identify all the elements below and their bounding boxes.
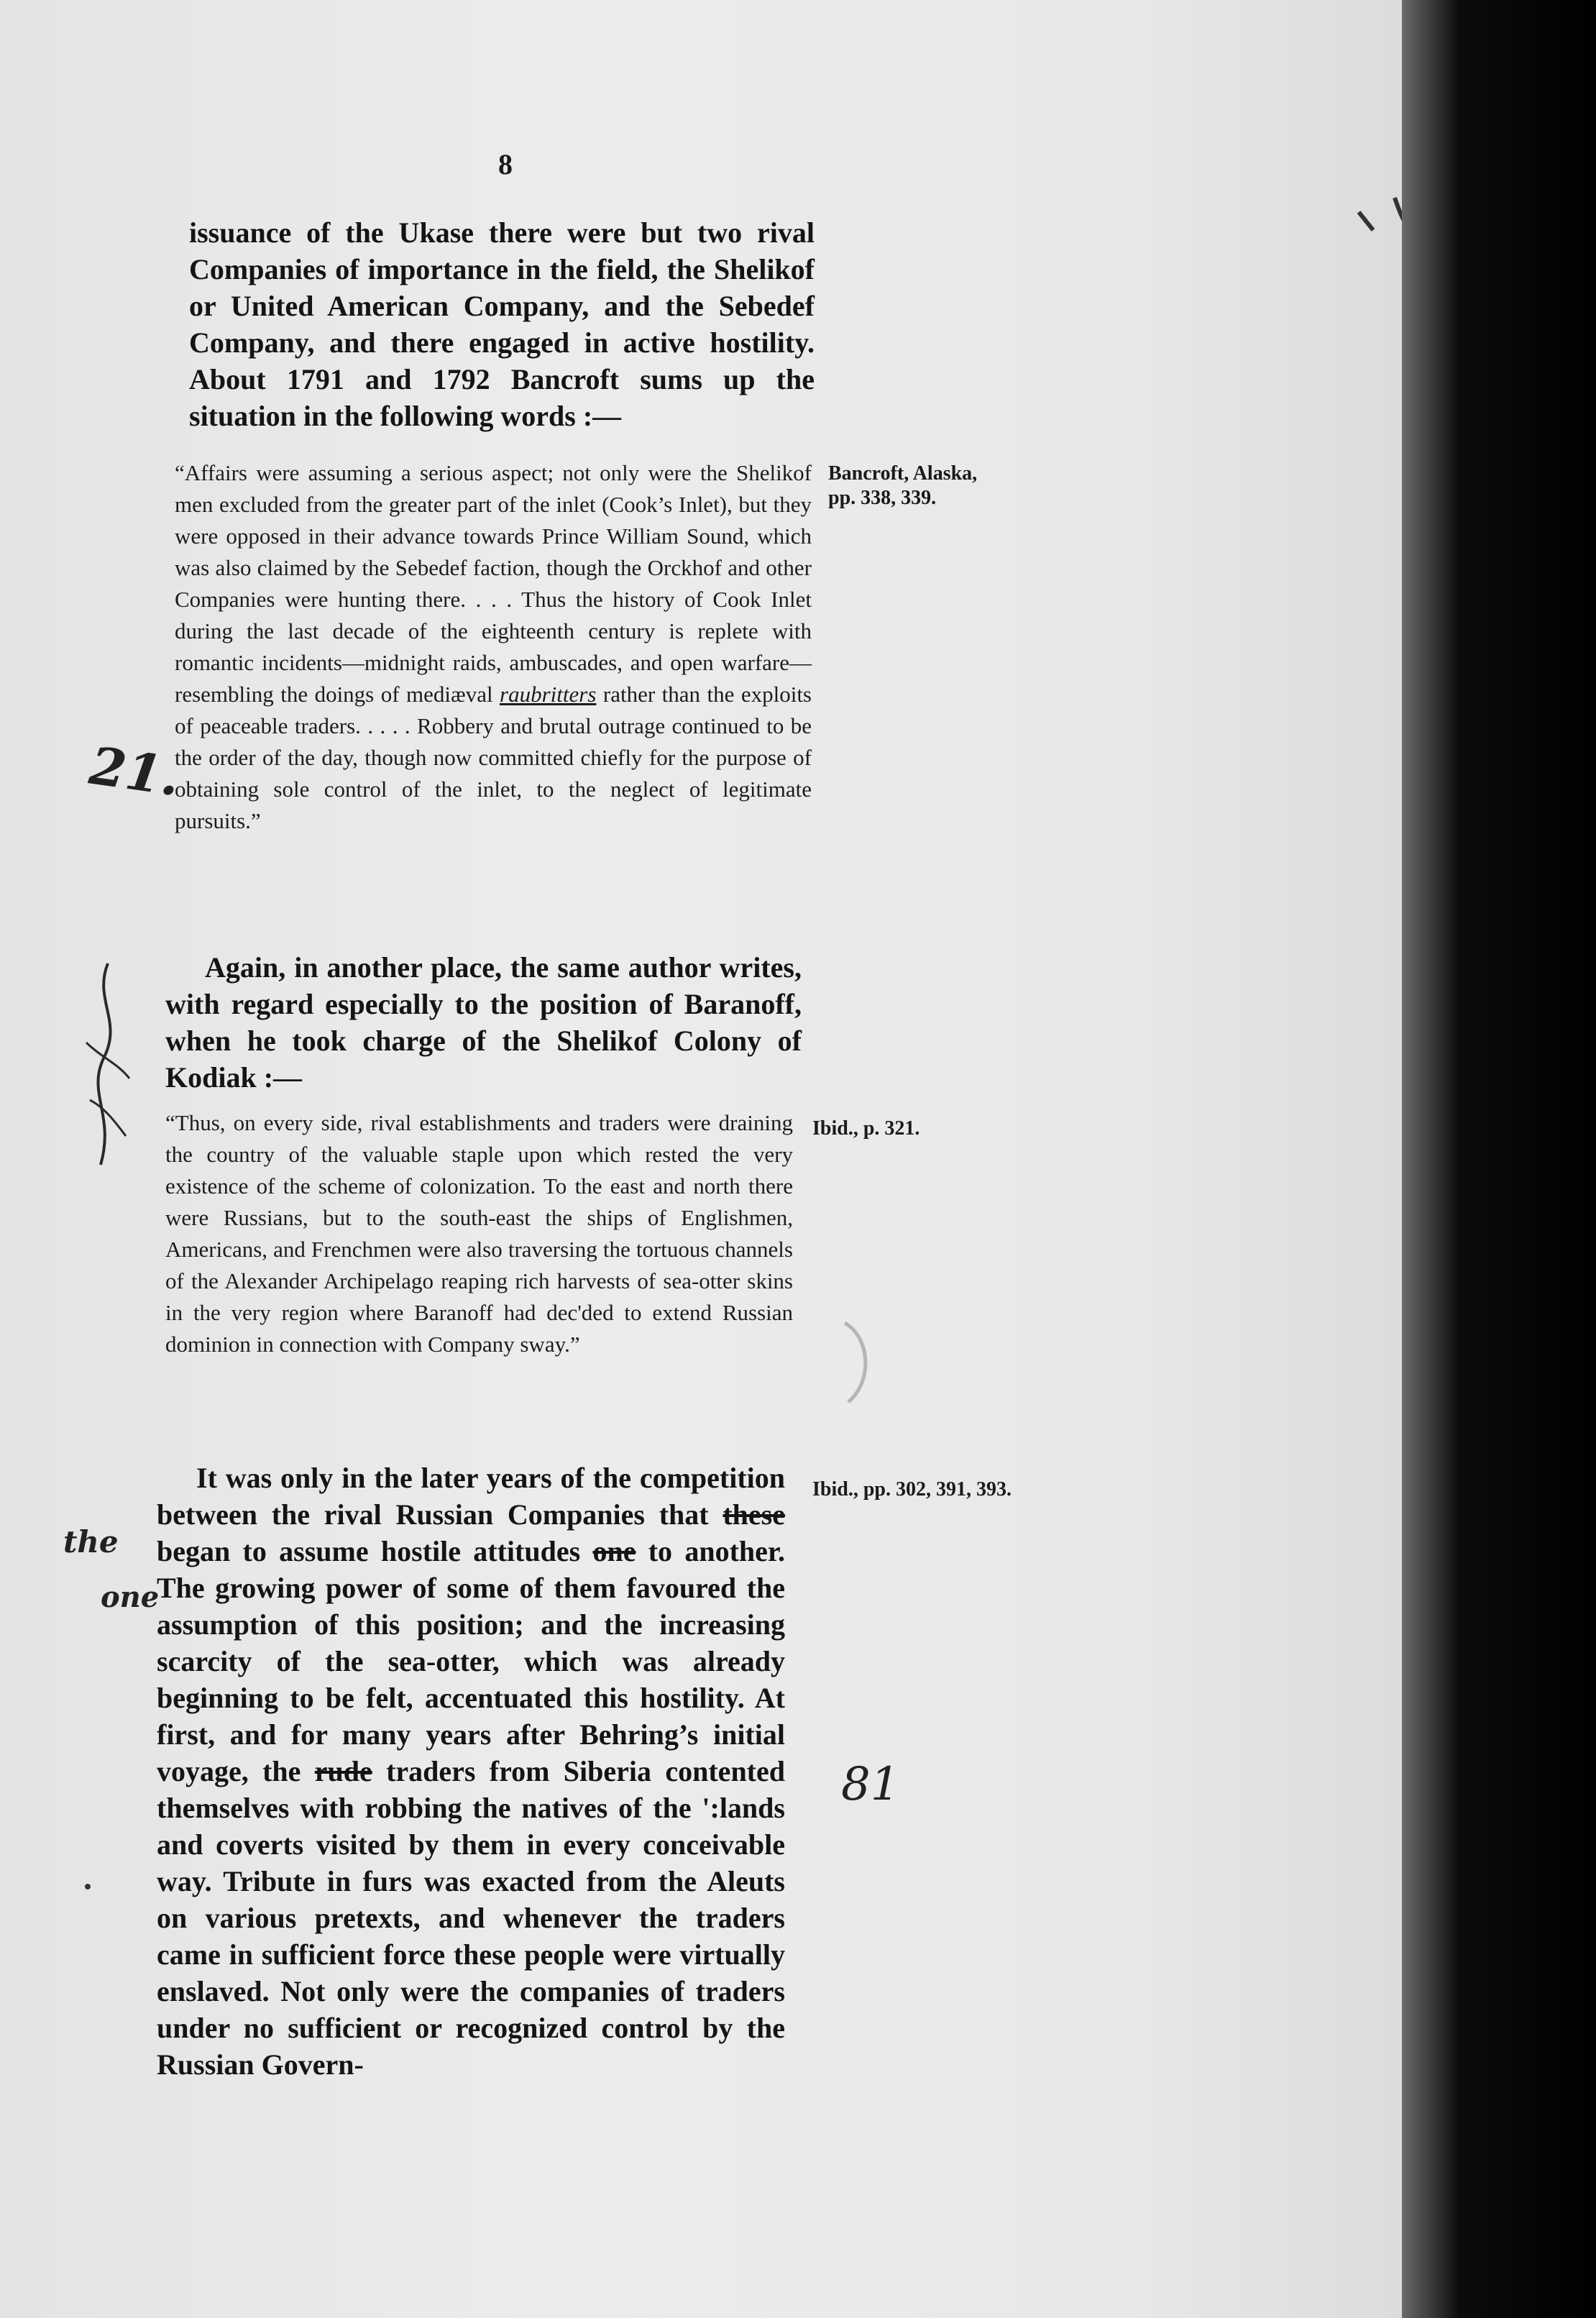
paragraph-3-text bbox=[157, 1460, 785, 2083]
paragraph-1 bbox=[189, 214, 815, 434]
paragraph-3-part-1: It was only in the later years of the competition between the rival Russian Companies that bbox=[157, 1462, 785, 1531]
handwritten-note-the: the bbox=[63, 1524, 119, 1559]
book-spine-shadow bbox=[1402, 0, 1596, 2318]
quote-1-text-end: rather than the exploits of peaceable traders. . . . . Robbery and brutal outrage continued to be the order of the day, though now committed chiefly for the purpose of obtaining sole control of the inlet, to the neglect of legitimate pursuits.” bbox=[175, 682, 812, 833]
blockquote-2 bbox=[165, 1107, 793, 1360]
paragraph-3-part-4: traders from Siberia contented themselves with robbing the natives of the ':lands and coverts visited by them in every conceivable way. Tribute in furs was exacted from the Aleuts on various pretexts, and whenever the traders came in sufficient force these people were virtually enslaved. Not only were the companies of traders under no sufficient or recognized control by the Russian Govern- bbox=[157, 1755, 786, 2081]
blockquote-1 bbox=[175, 457, 812, 837]
paragraph-2-text: Again, in another place, the same author writes, with regard especially to the position of Baranoff, when he took charge of the Shelikof Colony of Kodiak :— bbox=[165, 951, 802, 1094]
handwritten-note-one: one bbox=[101, 1580, 160, 1614]
margin-citation-3: Ibid., pp. 302, 391, 393. bbox=[812, 1478, 1012, 1501]
handwritten-note-81: 81 bbox=[841, 1758, 900, 1811]
quote-1-text-start: “Affairs were assuming a serious aspect; not only were the Shelikof men excluded from the greater part of the inlet (Cook’s Inlet), but they were opposed in their advance towards Prince William Sound, which was also claimed by the Sebedef faction, though the Orckhof and other Companies were hunting there. . . . Thus the history of Cook Inlet during the last decade of the eighteenth century is replete with romantic incidents—midnight raids, ambuscades, and open warfare—resembling the doings of mediæval bbox=[175, 460, 812, 707]
margin-citation-2: Ibid., p. 321. bbox=[812, 1117, 920, 1140]
faint-paren-mark-icon bbox=[834, 1316, 884, 1409]
paragraph-3 bbox=[157, 1460, 785, 2083]
page-number: 8 bbox=[498, 148, 513, 180]
paragraph-3-part-2: began to assume hostile attitudes bbox=[157, 1535, 593, 1567]
ink-dot bbox=[85, 1884, 91, 1889]
paragraph-3-part-3: to another. The growing power of some of them favoured the assumption of this position; and the increasing scarcity of the sea-otter, which was already beginning to be felt, accentuated this hostility. At first, and for many years after Behring’s initial voyage, the bbox=[157, 1535, 785, 1787]
paragraph-1-text: issuance of the Ukase there were but two rival Companies of importance in the field, the Shelikof or United American Company, and the Sebedef Company, and there engaged in active hostility. About 1791 and 1792 Bancroft sums up the situation in the following words :— bbox=[189, 216, 815, 432]
underlined-word-raubritters: raubritters bbox=[500, 682, 597, 707]
struck-word-these: these bbox=[723, 1498, 785, 1531]
blockquote-2-text: “Thus, on every side, rival establishments and traders were draining the country of the valuable staple upon which rested the very existence of the scheme of colonization. To the east and north there were Russians, but to the south-east the ships of Englishmen, Americans, and Frenchmen were also traversing the tortuous channels of the Alexander Archipelago reaping rich harvests of sea-otter skins in the very region where Baranoff had dec'ded to extend Russian dominion in connection with Company sway.” bbox=[165, 1110, 793, 1357]
margin-citation-1: Bancroft, Alaska, pp. 338, 339. bbox=[828, 462, 978, 509]
struck-word-rude: rude bbox=[314, 1755, 372, 1787]
handwritten-vertical-scribble-icon bbox=[65, 956, 151, 1172]
struck-word-one: one bbox=[592, 1535, 636, 1567]
handwritten-note-21: 21. bbox=[86, 734, 184, 808]
blockquote-1-text bbox=[175, 457, 812, 837]
paragraph-2 bbox=[165, 949, 802, 1096]
